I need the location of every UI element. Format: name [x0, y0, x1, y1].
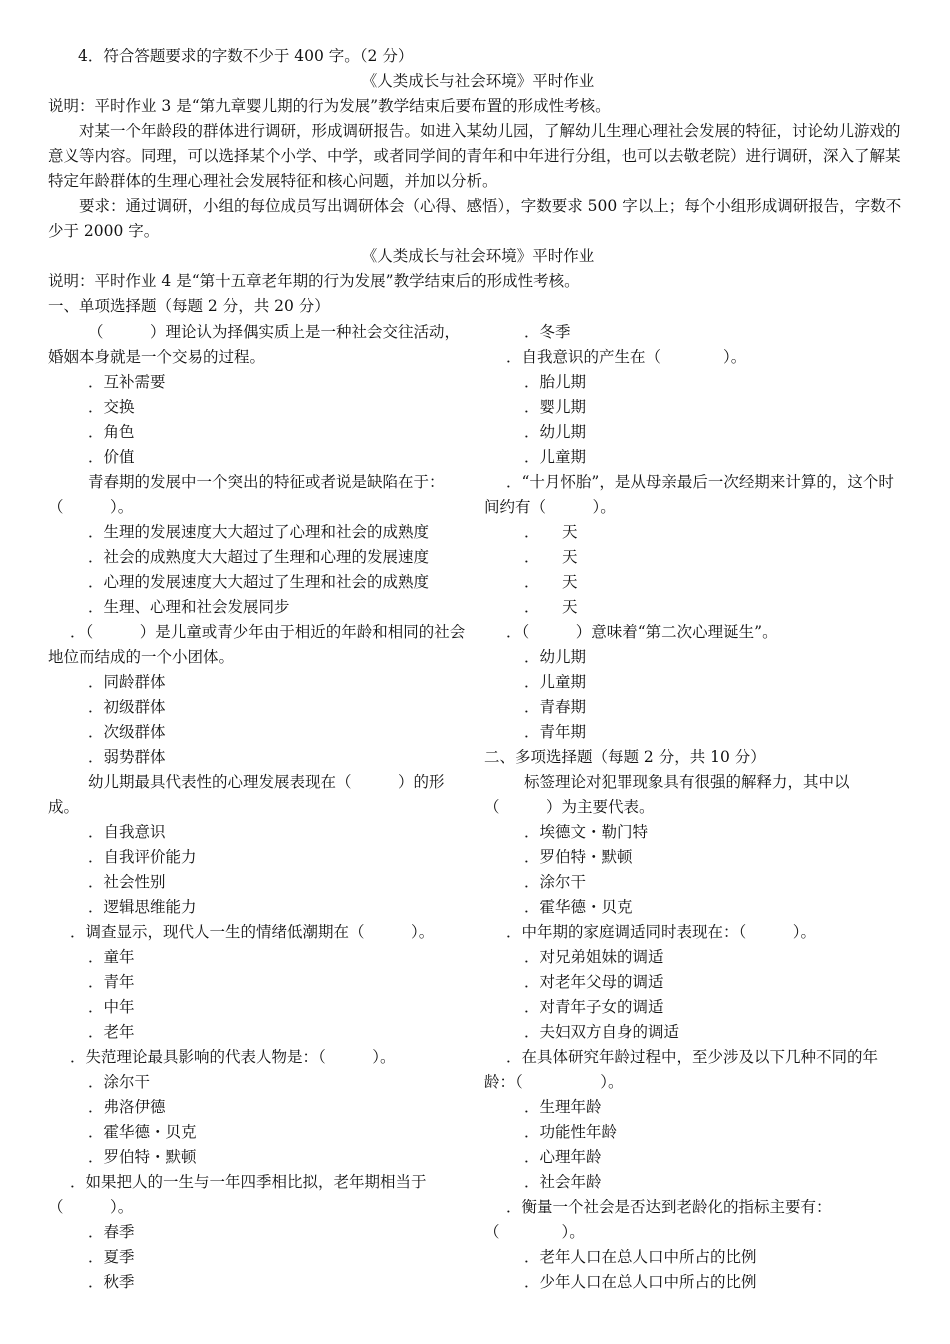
option: ．逻辑思维能力 [88, 898, 197, 916]
question-8-options [484, 370, 904, 470]
option: ． 天 [524, 573, 578, 591]
option: ．生理、心理和社会发展同步 [88, 598, 290, 616]
multi-question-4-options [484, 1245, 904, 1295]
question-8: ．自我意识的产生在（ ）。 [506, 348, 747, 366]
option: ．儿童期 [524, 448, 587, 466]
multi-question-3: ．在具体研究年龄过程中，至少涉及以下几种不同的年龄：（ ）。 [484, 1048, 879, 1091]
question-7: ．如果把人的一生与一年四季相比拟，老年期相当于（ ）。 [48, 1173, 427, 1216]
question-6: ．失范理论最具影响的代表人物是：（ ）。 [70, 1048, 396, 1066]
option: ．夏季 [88, 1248, 135, 1266]
option: ．冬季 [524, 323, 571, 341]
option: ．幼儿期 [524, 648, 587, 666]
left-column [48, 320, 468, 1295]
hw3-title: 《人类成长与社会环境》平时作业 [361, 72, 595, 90]
option: ．自我评价能力 [88, 848, 197, 866]
option: ．霍华德・贝克 [524, 898, 633, 916]
question-5: ．调查显示，现代人一生的情绪低潮期在（ ）。 [70, 923, 435, 941]
option: ．心理的发展速度大大超过了生理和社会的成熟度 [88, 573, 430, 591]
question-2-options [48, 520, 468, 620]
hw3-note: 说明：平时作业 3 是“第九章婴儿期的行为发展”教学结束后要布置的形成性考核。 [48, 97, 611, 115]
option: ．涂尔干 [524, 873, 587, 891]
question-6-options [48, 1070, 468, 1170]
option: ．中年 [88, 998, 135, 1016]
option: ．罗伯特・默顿 [524, 848, 633, 866]
question-2: 青春期的发展中一个突出的特征或者说是缺陷在于：（ ）。 [48, 473, 445, 516]
document-page [48, 44, 908, 319]
question-10-options [484, 645, 904, 745]
option: ．涂尔干 [88, 1073, 151, 1091]
previous-requirement-item: 4．符合答题要求的字数不少于 400 字。（2 分） [78, 47, 414, 65]
option: ．社会性别 [88, 873, 166, 891]
hw3-body-1: 对某一个年龄段的群体进行调研，形成调研报告。如进入某幼儿园，了解幼儿生理心理社会发展的特征，讨论幼儿游戏的意义等内容。同理，可以选择某个小学、中学，或者同学间的青年和中年进行分组，也可以去敬老院）进行调研，深入了解某特定年龄群体的生理心理社会发展特征和核心问题，并加以分析。 [48, 122, 901, 190]
question-9: ．“十月怀胎”，是从母亲最后一次经期来计算的，这个时间约有（ ）。 [484, 473, 894, 516]
option: ．同龄群体 [88, 673, 166, 691]
question-10: ．（ ）意味着“第二次心理诞生”。 [506, 623, 778, 641]
question-7-options [48, 1220, 468, 1295]
option: ．婴儿期 [524, 398, 587, 416]
option: ．心理年龄 [524, 1148, 602, 1166]
option: ．对青年子女的调适 [524, 998, 664, 1016]
option: ．霍华德・贝克 [88, 1123, 197, 1141]
option: ．初级群体 [88, 698, 166, 716]
option: ．自我意识 [88, 823, 166, 841]
option: ． 天 [524, 598, 578, 616]
option: ．次级群体 [88, 723, 166, 741]
option: ．青年 [88, 973, 135, 991]
question-3: ．（ ）是儿童或青少年由于相近的年龄和相同的社会地位而结成的一个小团体。 [48, 623, 466, 666]
option: ．社会的成熟度大大超过了生理和心理的发展速度 [88, 548, 430, 566]
option: ．春季 [88, 1223, 135, 1241]
question-9-options [484, 520, 904, 620]
option: ．胎儿期 [524, 373, 587, 391]
option: ．互补需要 [88, 373, 166, 391]
question-4: 幼儿期最具代表性的心理发展表现在（ ）的形成。 [48, 773, 445, 816]
option: ．青年期 [524, 723, 587, 741]
hw4-note: 说明：平时作业 4 是“第十五章老年期的行为发展”教学结束后的形成性考核。 [48, 272, 580, 290]
option: ．生理年龄 [524, 1098, 602, 1116]
multi-question-2-options [484, 945, 904, 1045]
section-multiple-choice: 二、多项选择题（每题 2 分，共 10 分） [484, 748, 766, 766]
hw3-body-2: 要求：通过调研，小组的每位成员写出调研体会（心得、感悟），字数要求 500 字以上；每个小组形成调研报告，字数不少于 2000 字。 [48, 197, 902, 240]
option: ．少年人口在总人口中所占的比例 [524, 1273, 757, 1291]
option: ．老年人口在总人口中所占的比例 [524, 1248, 757, 1266]
option: ．交换 [88, 398, 135, 416]
right-column [484, 320, 904, 1295]
question-4-options [48, 820, 468, 920]
option: ．角色 [88, 423, 135, 441]
option: ． 天 [524, 523, 578, 541]
multi-question-1-options [484, 820, 904, 920]
multi-question-1: 标签理论对犯罪现象具有很强的解释力，其中以（ ）为主要代表。 [484, 773, 850, 816]
option: ．对兄弟姐妹的调适 [524, 948, 664, 966]
section-single-choice: 一、单项选择题（每题 2 分，共 20 分） [48, 297, 330, 315]
multi-question-2: ．中年期的家庭调适同时表现在：（ ）。 [506, 923, 817, 941]
hw4-title: 《人类成长与社会环境》平时作业 [361, 247, 595, 265]
option: ．生理的发展速度大大超过了心理和社会的成熟度 [88, 523, 430, 541]
option: ．弗洛伊德 [88, 1098, 166, 1116]
option: ．儿童期 [524, 673, 587, 691]
multi-question-4: ．衡量一个社会是否达到老龄化的指标主要有：（ ）。 [484, 1198, 832, 1241]
option: ．幼儿期 [524, 423, 587, 441]
option: ．青春期 [524, 698, 587, 716]
question-1-options [48, 370, 468, 470]
multi-question-3-options [484, 1095, 904, 1195]
option: ．社会年龄 [524, 1173, 602, 1191]
question-5-options [48, 945, 468, 1045]
option: ．罗伯特・默顿 [88, 1148, 197, 1166]
option: ．埃德文・勒门特 [524, 823, 649, 841]
option: ．夫妇双方自身的调适 [524, 1023, 680, 1041]
question-3-options [48, 670, 468, 770]
option: ． 天 [524, 548, 578, 566]
option: ．对老年父母的调适 [524, 973, 664, 991]
question-1: （ ）理论认为择偶实质上是一种社会交往活动，婚姻本身就是一个交易的过程。 [48, 323, 461, 366]
option: ．秋季 [88, 1273, 135, 1291]
option: ．弱势群体 [88, 748, 166, 766]
option: ．童年 [88, 948, 135, 966]
option: ．价值 [88, 448, 135, 466]
option: ．功能性年龄 [524, 1123, 618, 1141]
option: ．老年 [88, 1023, 135, 1041]
two-column-questions [48, 320, 908, 1295]
